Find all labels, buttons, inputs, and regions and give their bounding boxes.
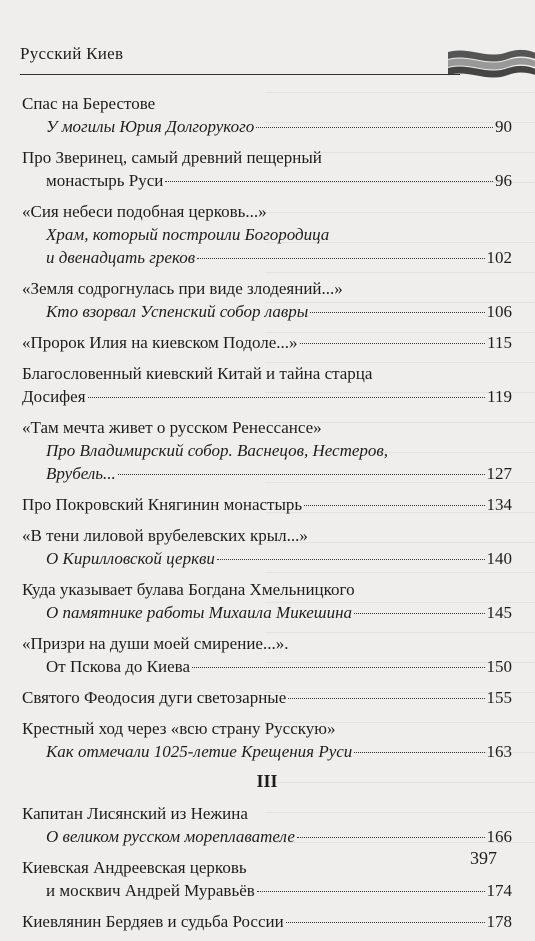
dot-leader	[197, 258, 484, 259]
toc-entry	[22, 578, 512, 624]
running-header	[20, 44, 515, 76]
dot-leader	[354, 752, 484, 753]
toc-entry	[22, 416, 512, 485]
st-george-ribbon-icon	[448, 46, 535, 80]
toc-entry-title: «Земля содрогнулась при виде злодеяний...»	[22, 279, 343, 298]
toc-page-number: 134	[486, 495, 512, 514]
toc-page-number: 174	[486, 881, 512, 900]
toc-page-number: 115	[487, 333, 512, 352]
toc-entry-leader-line	[22, 601, 512, 624]
toc-entry-subtitle: О великом русском мореплавателе	[46, 827, 295, 846]
toc-entry-leader-line	[22, 686, 512, 709]
toc-entry	[22, 632, 512, 678]
toc-entry-subtitle: О памятнике работы Михаила Микешина	[46, 603, 353, 622]
toc-entry-subtitle: Врубель...	[46, 464, 116, 483]
toc-entry-title: «Призри на души моей смирение...».	[22, 634, 289, 653]
toc-entry-title: Куда указывает булава Богдана Хмельницкого	[22, 580, 355, 599]
dot-leader	[300, 343, 486, 344]
toc-entry-title: «Там мечта живет о русском Ренессансе»	[22, 418, 322, 437]
dot-leader	[256, 127, 493, 128]
dot-leader	[354, 613, 484, 614]
toc-entry-title: Капитан Лисянский из Нежина	[22, 804, 248, 823]
dot-leader	[297, 837, 485, 838]
toc-entry	[22, 92, 512, 138]
dot-leader	[286, 922, 485, 923]
toc-entry	[22, 910, 512, 933]
toc-entry-title: «В тени лиловой врубелевских крыл...»	[22, 526, 308, 545]
dot-leader	[288, 698, 484, 699]
toc-entry-leader-line	[22, 655, 512, 678]
toc-page-number: 102	[486, 248, 512, 267]
toc-page-number: 90	[495, 117, 512, 136]
toc-page-number: 96	[495, 171, 512, 190]
toc-entry-leader-line	[22, 300, 512, 323]
toc-entry	[22, 686, 512, 709]
toc-entry	[22, 277, 512, 323]
toc-entry-leader-line	[22, 169, 512, 192]
toc-entry	[22, 331, 512, 354]
toc-entry-title: Про Покровский Княгинин монастырь	[22, 495, 303, 514]
toc-entry-subtitle: У могилы Юрия Долгорукого	[46, 117, 255, 136]
toc-entry-subtitle: Как отмечали 1025-летие Крещения Руси	[46, 742, 353, 761]
section-heading: III	[256, 771, 278, 791]
toc-entry	[22, 146, 512, 192]
toc-entry-subtitle: и москвич Андрей Муравьёв	[46, 881, 255, 900]
toc-entry-leader-line	[22, 825, 512, 848]
dot-leader	[257, 891, 485, 892]
dot-leader	[165, 181, 493, 182]
dot-leader	[310, 312, 484, 313]
toc-page-number: 145	[486, 603, 512, 622]
toc-entry-leader-line	[22, 910, 512, 933]
toc-entry-title: Спас на Берестове	[22, 94, 156, 113]
toc-entry-title: Святого Феодосия дуги светозарные	[22, 688, 287, 707]
dot-leader	[217, 559, 485, 560]
toc-entry	[22, 493, 512, 516]
toc-entry-subtitle: От Пскова до Киева	[46, 657, 191, 676]
toc-entry-subtitle: Кто взорвал Успенский собор лавры	[46, 302, 309, 321]
toc-entry-subtitle: О Кирилловской церкви	[46, 549, 215, 568]
table-of-contents	[22, 92, 512, 941]
toc-entry-leader-line	[22, 462, 512, 485]
dot-leader	[192, 667, 484, 668]
toc-entry-title: Киевская Андреевская церковь	[22, 858, 247, 877]
toc-entry-leader-line	[22, 547, 512, 570]
toc-page-number: 119	[487, 387, 512, 406]
toc-entry-subtitle: монастырь Руси	[46, 171, 164, 190]
toc-entry-leader-line	[22, 331, 512, 354]
book-title: Русский Киев	[20, 44, 124, 63]
toc-entry-title: Про Зверинец, самый древний пещерный	[22, 148, 322, 167]
toc-entry-title: «Сия небеси подобная церковь...»	[22, 202, 267, 221]
toc-entry-title: Благословенный киевский Китай и тайна старца	[22, 364, 373, 383]
toc-entry	[22, 802, 512, 848]
toc-entry	[22, 717, 512, 763]
toc-entry-leader-line	[22, 385, 512, 408]
toc-entry-leader-line	[22, 879, 512, 902]
toc-page-number: 155	[486, 688, 512, 707]
toc-page-number: 106	[486, 302, 512, 321]
dot-leader	[118, 474, 485, 475]
toc-entry	[22, 362, 512, 408]
dot-leader	[88, 397, 486, 398]
toc-entry-subtitle: Про Владимирский собор. Васнецов, Нестеров,	[46, 441, 389, 460]
toc-entry	[22, 524, 512, 570]
toc-entry-title: Киевлянин Бердяев и судьба России	[22, 912, 284, 931]
toc-entry-subtitle: и двенадцать греков	[46, 248, 196, 267]
header-rule	[20, 74, 460, 75]
toc-entry	[22, 856, 512, 902]
toc-entry	[22, 200, 512, 269]
toc-page-number: 163	[486, 742, 512, 761]
toc-page-number: 140	[486, 549, 512, 568]
toc-entry-subtitle: Храм, который построили Богородица	[46, 225, 330, 244]
toc-page-number: 127	[486, 464, 512, 483]
toc-entry-leader-line	[22, 740, 512, 763]
dot-leader	[304, 505, 484, 506]
toc-entry-leader-line	[22, 493, 512, 516]
page-number: 397	[470, 848, 497, 868]
toc-page-number: 166	[486, 827, 512, 846]
toc-page-number: 178	[486, 912, 512, 931]
toc-entry-title: Крестный ход через «всю страну Русскую»	[22, 719, 336, 738]
toc-page-number: 150	[486, 657, 512, 676]
toc-entry-leader-line	[22, 246, 512, 269]
toc-entry-title: «Пророк Илия на киевском Подоле...»	[22, 333, 298, 352]
toc-entry-leader-line	[22, 115, 512, 138]
toc-entry-title: Досифея	[22, 387, 86, 406]
